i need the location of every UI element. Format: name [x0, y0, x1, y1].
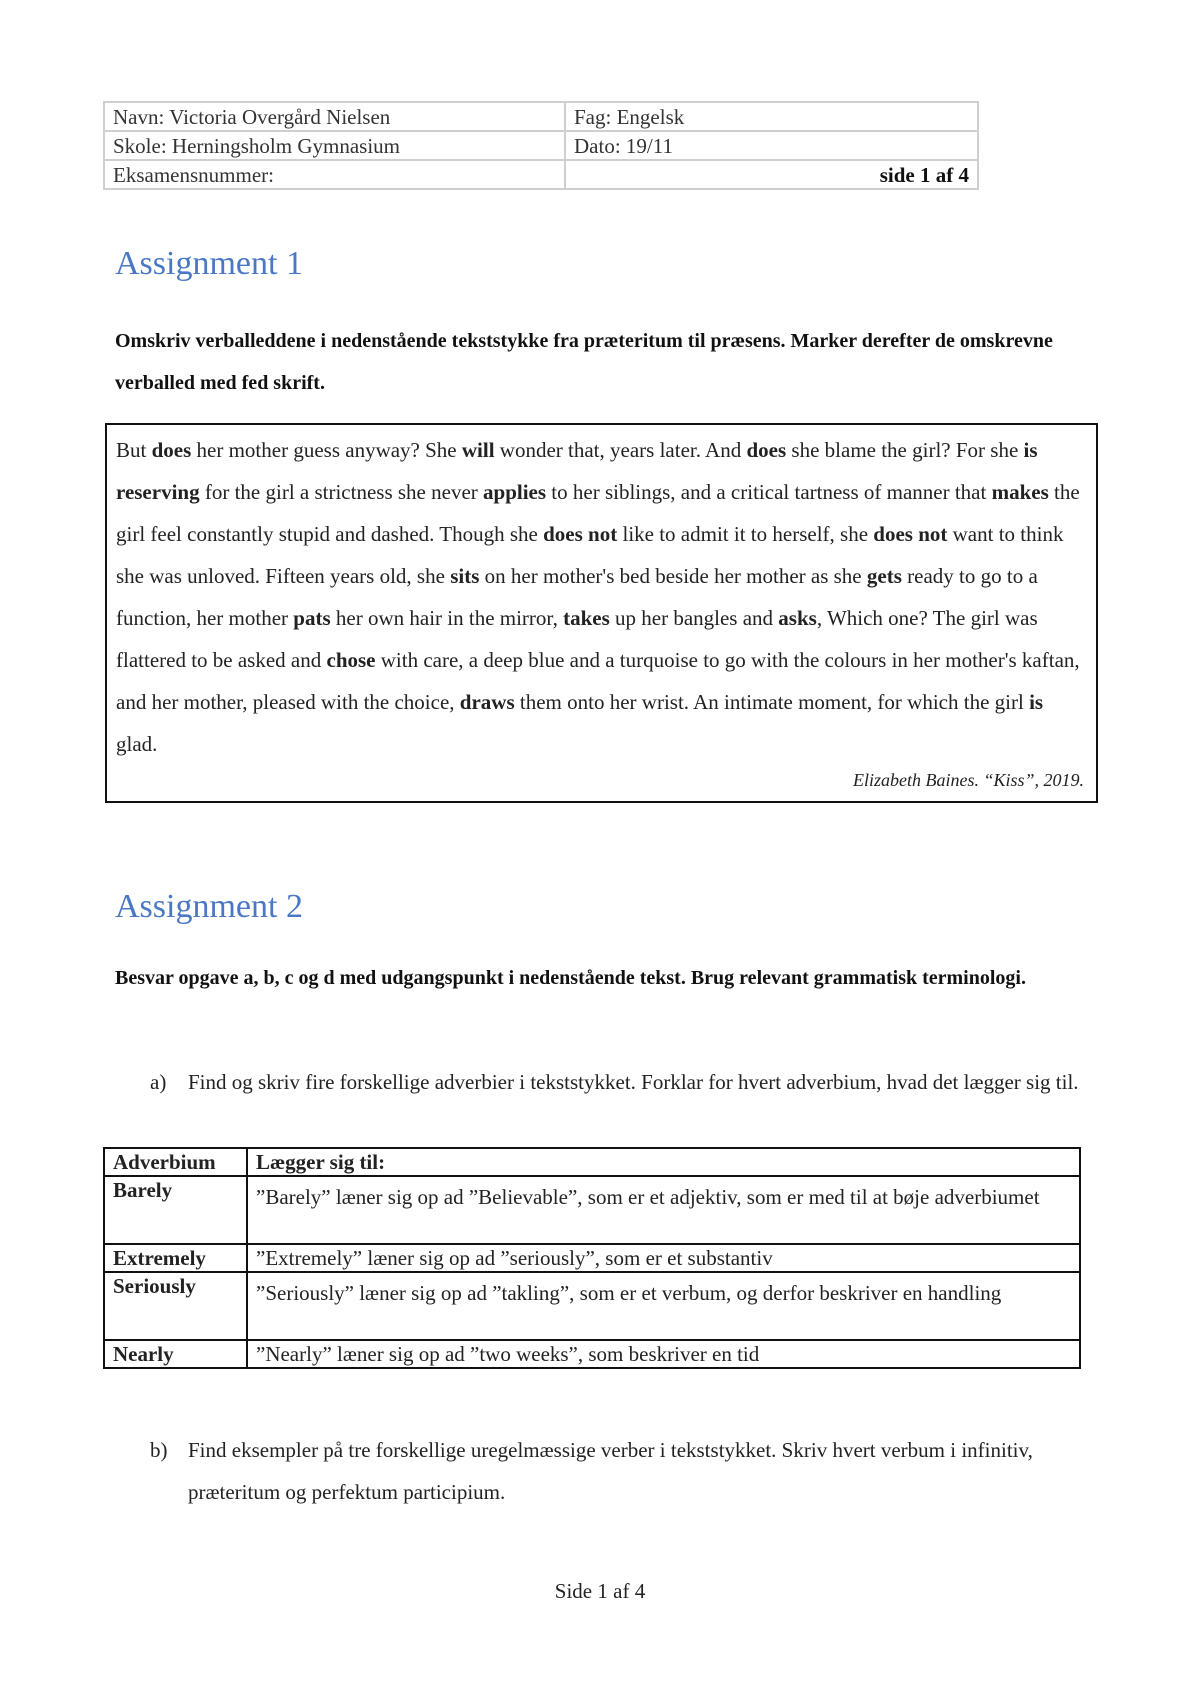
assignment-2-instruction: Besvar opgave a, b, c og d med udgangspunkt i nedenstående tekst. Brug relevant grammatisk terminologi.: [115, 967, 1026, 989]
bold-verb: makes: [991, 480, 1049, 504]
passage-segment: to her siblings, and a critical tartness of manner that: [546, 480, 992, 504]
explanation-cell: ”Barely” læner sig op ad ”Believable”, som er et adjektiv, som er med til at bøje adverbiumet: [247, 1176, 1080, 1244]
bold-verb: pats: [293, 606, 331, 630]
explanation-cell: ”Extremely” læner sig op ad ”seriously”, som er et substantiv: [247, 1244, 1080, 1272]
explanation-header: Lægger sig til:: [247, 1148, 1080, 1176]
adverb-cell: Barely: [104, 1176, 247, 1244]
task-a: [150, 1061, 1100, 1103]
passage-segment: wonder that, years later. And: [494, 438, 747, 462]
task-a-text: Find og skriv fire forskellige adverbier i tekststykket. Forklar for hvert adverbium, hvad det lægger sig til.: [188, 1070, 1079, 1094]
task-b: [150, 1429, 1100, 1513]
adverb-table: [103, 1147, 1081, 1369]
passage-segment: she blame the girl? For she: [786, 438, 1024, 462]
passage-text: [116, 429, 1088, 765]
date: Dato: 19/11: [565, 131, 978, 160]
passage-segment: But: [116, 438, 152, 462]
bold-verb: applies: [483, 480, 547, 504]
passage-segment: her mother guess anyway? She: [191, 438, 462, 462]
passage-segment: them onto her wrist. An intimate moment, for which the girl: [514, 690, 1030, 714]
passage-segment: , Which one? The girl was flattered to be asked and: [116, 606, 1038, 672]
subject: Fag: Engelsk: [565, 102, 978, 131]
bold-verb: is: [1029, 690, 1044, 714]
adverb-cell: Nearly: [104, 1340, 247, 1368]
task-b-text: Find eksempler på tre forskellige uregelmæssige verber i tekststykket. Skriv hvert verbum i infinitiv, præteritum og perfektum participium.: [188, 1438, 1033, 1504]
bold-verb: draws: [459, 690, 515, 714]
bold-verb: takes: [563, 606, 610, 630]
page-indicator: side 1 af 4: [565, 160, 978, 189]
bold-verb: chose: [326, 648, 376, 672]
passage-box: [105, 423, 1098, 803]
passage-segment: like to admit it to herself, she: [617, 522, 874, 546]
passage-segment: ready to go to a function, her mother: [116, 564, 1038, 630]
adverb-cell: Seriously: [104, 1272, 247, 1340]
adverb-cell: Extremely: [104, 1244, 247, 1272]
exam-number: Eksamensnummer:: [104, 160, 565, 189]
passage-segment: with care, a deep blue and a turquoise to go with the colours in her mother's kaftan, and her mother, pleased with the choice,: [116, 648, 1080, 714]
explanation-cell: ”Nearly” læner sig op ad ”two weeks”, som beskriver en tid: [247, 1340, 1080, 1368]
passage-segment: for the girl a strictness she never: [199, 480, 484, 504]
bold-verb: does not: [543, 522, 618, 546]
passage-segment: the girl feel constantly stupid and dashed. Though she: [116, 480, 1080, 546]
assignment-1-title: Assignment 1: [115, 245, 303, 282]
bold-verb: does: [151, 438, 192, 462]
bold-verb: does not: [873, 522, 948, 546]
passage-segment: on her mother's bed beside her mother as she: [479, 564, 867, 588]
passage-segment: glad.: [116, 732, 158, 756]
student-name: Navn: Victoria Overgård Nielsen: [104, 102, 565, 131]
bold-verb: does: [746, 438, 787, 462]
school: Skole: Herningsholm Gymnasium: [104, 131, 565, 160]
bold-verb: will: [461, 438, 495, 462]
bold-verb: asks: [778, 606, 817, 630]
assignment-1-instruction: Omskriv verballeddene i nedenstående tekststykke fra præteritum til præsens. Marker derefter de omskrevne verballed med fed skrift.: [115, 330, 1053, 394]
bold-verb: gets: [866, 564, 902, 588]
page-footer: Side 1 af 4: [554, 1579, 646, 1603]
passage-segment: up her bangles and: [609, 606, 779, 630]
task-a-label: a): [150, 1070, 167, 1094]
passage-citation: Elizabeth Baines. “Kiss”, 2019.: [852, 770, 1084, 790]
assignment-2-title: Assignment 2: [115, 888, 303, 925]
explanation-cell: ”Seriously” læner sig op ad ”takling”, som er et verbum, og derfor beskriver en handling: [247, 1272, 1080, 1340]
passage-segment: want to think she was unloved. Fifteen years old, she: [116, 522, 1064, 588]
adverb-header: Adverbium: [104, 1148, 247, 1176]
bold-verb: sits: [450, 564, 480, 588]
bold-verb: is reserving: [116, 438, 1038, 504]
task-b-label: b): [150, 1438, 168, 1462]
header-info-table: [103, 101, 979, 190]
passage-segment: her own hair in the mirror,: [330, 606, 564, 630]
